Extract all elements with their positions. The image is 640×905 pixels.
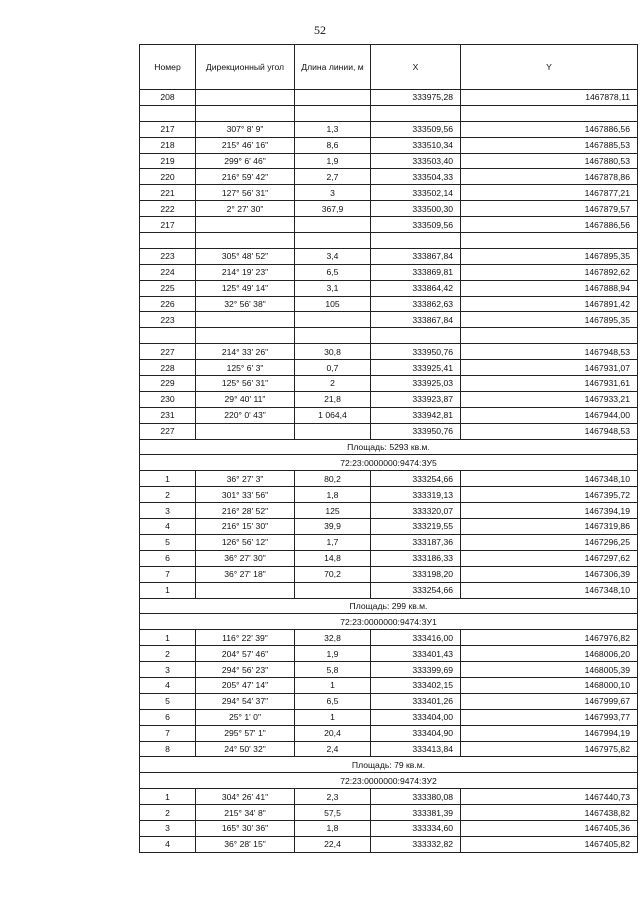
cell-y: 1467895,35 bbox=[461, 248, 638, 264]
cell-number: 218 bbox=[140, 137, 196, 153]
cell-direction-angle: 307° 8' 9" bbox=[196, 121, 295, 137]
cell-line-length: 6,5 bbox=[295, 264, 371, 280]
table-row bbox=[140, 789, 638, 805]
cell-direction-angle: 214° 33' 26" bbox=[196, 344, 295, 360]
cell-line-length bbox=[295, 312, 371, 328]
cell-direction-angle: 29° 40' 11" bbox=[196, 391, 295, 407]
cell-direction-angle: 125° 56' 31" bbox=[196, 376, 295, 392]
cell-number bbox=[140, 105, 196, 121]
cell-line-length bbox=[295, 328, 371, 344]
cell-direction-angle: 301° 33' 56" bbox=[196, 487, 295, 503]
cell-x bbox=[371, 233, 461, 249]
cell-x: 333254,66 bbox=[371, 471, 461, 487]
table-row bbox=[140, 312, 638, 328]
cell-line-length: 2,3 bbox=[295, 789, 371, 805]
cell-direction-angle: 36° 28' 15" bbox=[196, 836, 295, 852]
table-row bbox=[140, 534, 638, 550]
cell-x: 333502,14 bbox=[371, 185, 461, 201]
cell-line-length: 125 bbox=[295, 503, 371, 519]
cell-number: 5 bbox=[140, 534, 196, 550]
cell-y: 1467933,21 bbox=[461, 391, 638, 407]
cell-x: 333416,00 bbox=[371, 630, 461, 646]
table-row bbox=[140, 360, 638, 376]
cell-x: 333862,63 bbox=[371, 296, 461, 312]
cell-x: 333186,33 bbox=[371, 550, 461, 566]
cell-number: 220 bbox=[140, 169, 196, 185]
cell-direction-angle: 116° 22' 39" bbox=[196, 630, 295, 646]
table-row bbox=[140, 487, 638, 503]
cell-y: 1467999,67 bbox=[461, 693, 638, 709]
cell-line-length: 1,7 bbox=[295, 534, 371, 550]
table-row bbox=[140, 407, 638, 423]
cell-y: 1467886,56 bbox=[461, 121, 638, 137]
cell-y: 1467886,56 bbox=[461, 217, 638, 233]
cell-direction-angle: 24° 50' 32" bbox=[196, 741, 295, 757]
table-row bbox=[140, 646, 638, 662]
cell-number: 222 bbox=[140, 201, 196, 217]
table-row bbox=[140, 741, 638, 757]
cell-x: 333975,28 bbox=[371, 90, 461, 106]
table-row bbox=[140, 201, 638, 217]
cell-line-length: 3,1 bbox=[295, 280, 371, 296]
cell-y bbox=[461, 328, 638, 344]
cell-number: 7 bbox=[140, 566, 196, 582]
table-row bbox=[140, 503, 638, 519]
cell-direction-angle: 214° 19' 23" bbox=[196, 264, 295, 280]
cell-y: 1468006,20 bbox=[461, 646, 638, 662]
cell-y: 1467306,39 bbox=[461, 566, 638, 582]
cell-line-length: 30,8 bbox=[295, 344, 371, 360]
cell-direction-angle: 36° 27' 18" bbox=[196, 566, 295, 582]
cell-direction-angle: 295° 57' 1" bbox=[196, 725, 295, 741]
cell-direction-angle: 125° 49' 14" bbox=[196, 280, 295, 296]
cell-line-length: 6,5 bbox=[295, 693, 371, 709]
cell-direction-angle: 125° 6' 3" bbox=[196, 360, 295, 376]
cell-number: 226 bbox=[140, 296, 196, 312]
table-row bbox=[140, 677, 638, 693]
cell-x: 333402,15 bbox=[371, 677, 461, 693]
cell-number: 217 bbox=[140, 121, 196, 137]
section-caption: 72:23:0000000:9474:ЗУ5 bbox=[140, 455, 638, 471]
table-row bbox=[140, 376, 638, 392]
cell-y: 1467879,57 bbox=[461, 201, 638, 217]
cell-number: 3 bbox=[140, 503, 196, 519]
table-row bbox=[140, 582, 638, 598]
cell-y: 1467948,53 bbox=[461, 423, 638, 439]
table-row bbox=[140, 693, 638, 709]
cell-line-length: 3 bbox=[295, 185, 371, 201]
table-row bbox=[140, 248, 638, 264]
cell-line-length bbox=[295, 217, 371, 233]
cell-direction-angle: 36° 27' 3" bbox=[196, 471, 295, 487]
table-row bbox=[140, 328, 638, 344]
cell-line-length: 2,4 bbox=[295, 741, 371, 757]
cell-direction-angle bbox=[196, 423, 295, 439]
cell-direction-angle bbox=[196, 217, 295, 233]
cell-number: 1 bbox=[140, 471, 196, 487]
header-y: Y bbox=[461, 45, 638, 90]
cell-y bbox=[461, 233, 638, 249]
cell-number: 227 bbox=[140, 344, 196, 360]
cell-y: 1467944,00 bbox=[461, 407, 638, 423]
table-row bbox=[140, 137, 638, 153]
section-row bbox=[140, 757, 638, 773]
cell-x: 333404,00 bbox=[371, 709, 461, 725]
cell-direction-angle: 215° 46' 16" bbox=[196, 137, 295, 153]
cell-x: 333198,20 bbox=[371, 566, 461, 582]
cell-y: 1468000,10 bbox=[461, 677, 638, 693]
cell-y: 1467948,53 bbox=[461, 344, 638, 360]
cell-y: 1467931,07 bbox=[461, 360, 638, 376]
cell-number: 5 bbox=[140, 693, 196, 709]
cell-x: 333867,84 bbox=[371, 248, 461, 264]
cell-direction-angle: 32° 56' 38" bbox=[196, 296, 295, 312]
cell-line-length: 2 bbox=[295, 376, 371, 392]
cell-x: 333925,03 bbox=[371, 376, 461, 392]
cell-line-length: 1,9 bbox=[295, 646, 371, 662]
cell-line-length: 20,4 bbox=[295, 725, 371, 741]
cell-line-length: 1 bbox=[295, 677, 371, 693]
cell-x: 333950,76 bbox=[371, 344, 461, 360]
table-row bbox=[140, 105, 638, 121]
cell-line-length: 1,8 bbox=[295, 820, 371, 836]
section-caption: 72:23:0000000:9474:ЗУ2 bbox=[140, 773, 638, 789]
cell-y: 1467975,82 bbox=[461, 741, 638, 757]
cell-direction-angle: 216° 28' 52" bbox=[196, 503, 295, 519]
cell-x: 333503,40 bbox=[371, 153, 461, 169]
header-line-length: Длина линии, м bbox=[295, 45, 371, 90]
coordinates-table bbox=[139, 44, 638, 853]
cell-x: 333332,82 bbox=[371, 836, 461, 852]
cell-direction-angle bbox=[196, 312, 295, 328]
cell-y: 1467297,62 bbox=[461, 550, 638, 566]
cell-line-length bbox=[295, 582, 371, 598]
cell-direction-angle: 127° 56' 31" bbox=[196, 185, 295, 201]
cell-direction-angle: 25° 1' 0" bbox=[196, 709, 295, 725]
cell-y: 1467877,21 bbox=[461, 185, 638, 201]
cell-direction-angle bbox=[196, 233, 295, 249]
cell-line-length: 21,8 bbox=[295, 391, 371, 407]
table-row bbox=[140, 662, 638, 678]
cell-y: 1467319,86 bbox=[461, 519, 638, 535]
cell-line-length: 22,4 bbox=[295, 836, 371, 852]
cell-x: 333510,34 bbox=[371, 137, 461, 153]
cell-line-length: 1 064,4 bbox=[295, 407, 371, 423]
cell-y: 1467878,11 bbox=[461, 90, 638, 106]
section-row bbox=[140, 598, 638, 614]
cell-line-length bbox=[295, 90, 371, 106]
cell-number: 2 bbox=[140, 805, 196, 821]
cell-line-length bbox=[295, 105, 371, 121]
cell-x: 333413,84 bbox=[371, 741, 461, 757]
cell-direction-angle bbox=[196, 328, 295, 344]
cell-line-length: 2,7 bbox=[295, 169, 371, 185]
cell-y: 1467296,25 bbox=[461, 534, 638, 550]
cell-direction-angle: 216° 15' 30" bbox=[196, 519, 295, 535]
table-row bbox=[140, 471, 638, 487]
header-row bbox=[140, 45, 638, 90]
table-row bbox=[140, 121, 638, 137]
table-row bbox=[140, 566, 638, 582]
cell-direction-angle: 305° 48' 52" bbox=[196, 248, 295, 264]
cell-number: 8 bbox=[140, 741, 196, 757]
section-caption: Площадь: 79 кв.м. bbox=[140, 757, 638, 773]
cell-direction-angle: 2° 27' 30" bbox=[196, 201, 295, 217]
cell-x: 333320,07 bbox=[371, 503, 461, 519]
table-row bbox=[140, 630, 638, 646]
cell-line-length: 3,4 bbox=[295, 248, 371, 264]
cell-number bbox=[140, 233, 196, 249]
cell-y: 1467888,94 bbox=[461, 280, 638, 296]
table-row bbox=[140, 391, 638, 407]
section-caption: Площадь: 5293 кв.м. bbox=[140, 439, 638, 455]
cell-direction-angle: 299° 6' 46" bbox=[196, 153, 295, 169]
table-row bbox=[140, 836, 638, 852]
cell-number: 228 bbox=[140, 360, 196, 376]
cell-number: 1 bbox=[140, 789, 196, 805]
table-row bbox=[140, 169, 638, 185]
section-caption: 72:23:0000000:9474:ЗУ1 bbox=[140, 614, 638, 630]
cell-y: 1467895,35 bbox=[461, 312, 638, 328]
table-row bbox=[140, 709, 638, 725]
cell-line-length: 1,9 bbox=[295, 153, 371, 169]
cell-direction-angle: 294° 54' 37" bbox=[196, 693, 295, 709]
cell-number: 230 bbox=[140, 391, 196, 407]
cell-y: 1467405,82 bbox=[461, 836, 638, 852]
section-row bbox=[140, 773, 638, 789]
cell-direction-angle: 220° 0' 43" bbox=[196, 407, 295, 423]
cell-line-length: 57,5 bbox=[295, 805, 371, 821]
cell-number bbox=[140, 328, 196, 344]
cell-x bbox=[371, 328, 461, 344]
cell-y bbox=[461, 105, 638, 121]
header-direction-angle: Дирекционный угол bbox=[196, 45, 295, 90]
cell-x: 333950,76 bbox=[371, 423, 461, 439]
cell-number: 1 bbox=[140, 630, 196, 646]
cell-y: 1467348,10 bbox=[461, 582, 638, 598]
cell-direction-angle: 304° 26' 41" bbox=[196, 789, 295, 805]
cell-line-length: 1,8 bbox=[295, 487, 371, 503]
cell-number: 224 bbox=[140, 264, 196, 280]
cell-direction-angle: 294° 56' 23" bbox=[196, 662, 295, 678]
cell-number: 219 bbox=[140, 153, 196, 169]
cell-x: 333923,87 bbox=[371, 391, 461, 407]
cell-number: 7 bbox=[140, 725, 196, 741]
section-caption: Площадь: 299 кв.м. bbox=[140, 598, 638, 614]
header-number: Номер bbox=[140, 45, 196, 90]
cell-x: 333867,84 bbox=[371, 312, 461, 328]
cell-x: 333219,55 bbox=[371, 519, 461, 535]
cell-number: 229 bbox=[140, 376, 196, 392]
cell-line-length bbox=[295, 423, 371, 439]
cell-y: 1467348,10 bbox=[461, 471, 638, 487]
cell-line-length: 1 bbox=[295, 709, 371, 725]
cell-number: 227 bbox=[140, 423, 196, 439]
cell-direction-angle bbox=[196, 105, 295, 121]
cell-direction-angle: 215° 34' 8" bbox=[196, 805, 295, 821]
cell-x: 333500,30 bbox=[371, 201, 461, 217]
cell-x: 333869,81 bbox=[371, 264, 461, 280]
cell-x: 333942,81 bbox=[371, 407, 461, 423]
cell-direction-angle: 216° 59' 42" bbox=[196, 169, 295, 185]
cell-x: 333380,08 bbox=[371, 789, 461, 805]
cell-x: 333254,66 bbox=[371, 582, 461, 598]
table-row bbox=[140, 233, 638, 249]
cell-line-length: 0,7 bbox=[295, 360, 371, 376]
cell-line-length: 80,2 bbox=[295, 471, 371, 487]
cell-y: 1467440,73 bbox=[461, 789, 638, 805]
table-row bbox=[140, 264, 638, 280]
table-row bbox=[140, 280, 638, 296]
cell-x: 333399,69 bbox=[371, 662, 461, 678]
cell-x: 333334,60 bbox=[371, 820, 461, 836]
cell-line-length bbox=[295, 233, 371, 249]
cell-x: 333404,90 bbox=[371, 725, 461, 741]
cell-line-length: 8,6 bbox=[295, 137, 371, 153]
cell-x: 333925,41 bbox=[371, 360, 461, 376]
cell-line-length: 39,9 bbox=[295, 519, 371, 535]
cell-number: 2 bbox=[140, 487, 196, 503]
cell-y: 1467891,42 bbox=[461, 296, 638, 312]
cell-number: 221 bbox=[140, 185, 196, 201]
cell-number: 4 bbox=[140, 519, 196, 535]
cell-direction-angle: 36° 27' 30" bbox=[196, 550, 295, 566]
table-row bbox=[140, 153, 638, 169]
cell-number: 6 bbox=[140, 550, 196, 566]
table-row bbox=[140, 423, 638, 439]
cell-y: 1467994,19 bbox=[461, 725, 638, 741]
cell-number: 217 bbox=[140, 217, 196, 233]
table-row bbox=[140, 805, 638, 821]
header-x: X bbox=[371, 45, 461, 90]
cell-line-length: 367,9 bbox=[295, 201, 371, 217]
cell-x: 333504,33 bbox=[371, 169, 461, 185]
cell-number: 208 bbox=[140, 90, 196, 106]
cell-number: 223 bbox=[140, 312, 196, 328]
table-row bbox=[140, 344, 638, 360]
cell-x: 333401,43 bbox=[371, 646, 461, 662]
cell-y: 1467405,36 bbox=[461, 820, 638, 836]
cell-direction-angle: 126° 56' 12" bbox=[196, 534, 295, 550]
cell-line-length: 14,8 bbox=[295, 550, 371, 566]
cell-number: 6 bbox=[140, 709, 196, 725]
cell-direction-angle bbox=[196, 90, 295, 106]
section-row bbox=[140, 455, 638, 471]
cell-line-length: 70,2 bbox=[295, 566, 371, 582]
table-row bbox=[140, 550, 638, 566]
cell-line-length: 1,3 bbox=[295, 121, 371, 137]
section-row bbox=[140, 439, 638, 455]
cell-y: 1467878,86 bbox=[461, 169, 638, 185]
cell-y: 1467394,19 bbox=[461, 503, 638, 519]
cell-number: 2 bbox=[140, 646, 196, 662]
cell-y: 1468005,39 bbox=[461, 662, 638, 678]
cell-x: 333381,39 bbox=[371, 805, 461, 821]
cell-direction-angle: 205° 47' 14" bbox=[196, 677, 295, 693]
cell-number: 4 bbox=[140, 836, 196, 852]
cell-line-length: 32,8 bbox=[295, 630, 371, 646]
table-row bbox=[140, 519, 638, 535]
cell-number: 231 bbox=[140, 407, 196, 423]
cell-number: 225 bbox=[140, 280, 196, 296]
cell-line-length: 5,8 bbox=[295, 662, 371, 678]
cell-y: 1467880,53 bbox=[461, 153, 638, 169]
cell-y: 1467892,62 bbox=[461, 264, 638, 280]
cell-y: 1467395,72 bbox=[461, 487, 638, 503]
cell-y: 1467993,77 bbox=[461, 709, 638, 725]
cell-number: 3 bbox=[140, 662, 196, 678]
cell-line-length: 105 bbox=[295, 296, 371, 312]
cell-y: 1467885,53 bbox=[461, 137, 638, 153]
table-row bbox=[140, 217, 638, 233]
table-row bbox=[140, 725, 638, 741]
cell-x: 333319,13 bbox=[371, 487, 461, 503]
cell-number: 4 bbox=[140, 677, 196, 693]
cell-y: 1467438,82 bbox=[461, 805, 638, 821]
page-number: 52 bbox=[314, 23, 326, 37]
cell-direction-angle: 165° 30' 36" bbox=[196, 820, 295, 836]
table-row bbox=[140, 296, 638, 312]
cell-y: 1467976,82 bbox=[461, 630, 638, 646]
cell-y: 1467931,61 bbox=[461, 376, 638, 392]
cell-direction-angle: 204° 57' 46" bbox=[196, 646, 295, 662]
table-row bbox=[140, 820, 638, 836]
cell-x: 333401,26 bbox=[371, 693, 461, 709]
cell-direction-angle bbox=[196, 582, 295, 598]
table-row bbox=[140, 185, 638, 201]
cell-number: 223 bbox=[140, 248, 196, 264]
cell-number: 3 bbox=[140, 820, 196, 836]
table-row bbox=[140, 90, 638, 106]
section-row bbox=[140, 614, 638, 630]
cell-x: 333509,56 bbox=[371, 217, 461, 233]
cell-number: 1 bbox=[140, 582, 196, 598]
cell-x: 333187,36 bbox=[371, 534, 461, 550]
cell-x bbox=[371, 105, 461, 121]
cell-x: 333509,56 bbox=[371, 121, 461, 137]
cell-x: 333864,42 bbox=[371, 280, 461, 296]
